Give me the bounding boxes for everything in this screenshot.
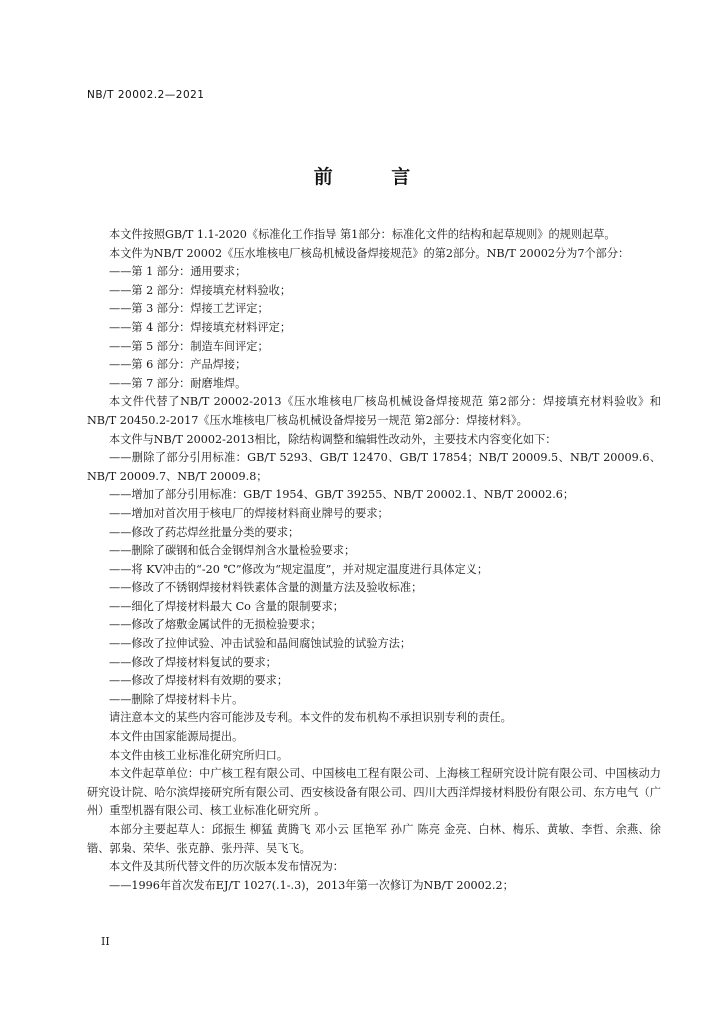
- document-number: NB/T 20002.2—2021: [87, 89, 205, 101]
- paragraph: 本部分主要起草人：邱振生 柳猛 黄腾飞 邓小云 匡艳军 孙广 陈亮 金亮、白林、梅乐、黄敏、李哲、余燕、徐锴、郭枭、荣华、张克静、张丹萍、吴飞飞。: [87, 823, 661, 855]
- paragraph: 本文件由核工业标准化研究所归口。: [109, 748, 289, 762]
- list-item: ——第 6 部分：产品焊接；: [109, 358, 247, 372]
- paragraph: 本文件及其所代替文件的历次版本发布情况为：: [109, 860, 344, 874]
- list-item: ——1996年首次发布EJ/T 1027(.1-.3)，2013年第一次修订为NB/T 20002.2；: [109, 878, 514, 892]
- list-item: ——细化了焊接材料最大 Co 含量的限制要求；: [109, 599, 344, 613]
- list-item: ——修改了拉伸试验、冲击试验和晶间腐蚀试验的试验方法；: [109, 637, 412, 651]
- list-item: ——修改了不锈钢焊接材料铁素体含量的测量方法及验收标准；: [109, 581, 423, 595]
- list-item: ——第 3 部分：焊接工艺评定；: [109, 302, 269, 316]
- paragraph: 本文件起草单位：中广核工程有限公司、中国核电工程有限公司、上海核工程研究设计院有限公司、中国核动力研究设计院、哈尔滨焊接研究所有限公司、西安核设备有限公司、四川大西洋焊接材料股份有限公司、东方电气（广州）重型机器有限公司、核工业标准化研究所 。: [87, 767, 661, 818]
- list-item: ——第 4 部分：焊接填充材料评定；: [109, 320, 292, 334]
- paragraph: 本文件与NB/T 20002-2013相比，除结构调整和编辑性改动外，主要技术内容变化如下：: [109, 432, 557, 446]
- list-item: ——删除了碳钢和低合金钢焊剂含水量检验要求；: [109, 544, 356, 558]
- paragraph: 本文件代替了NB/T 20002-2013《压水堆核电厂核岛机械设备焊接规范 第2部分：焊接填充材料验收》和NB/T 20450.2-2017《压水堆核电厂核岛机械设备焊接另一规范 第2部分：焊接材料》。: [87, 395, 661, 427]
- paragraph: 请注意本文的某些内容可能涉及专利。本文件的发布机构不承担识别专利的责任。: [109, 711, 512, 725]
- paragraph: 本文件为NB/T 20002《压水堆核电厂核岛机械设备焊接规范》的第2部分。NB/T 20002分为7个部分：: [109, 246, 630, 260]
- paragraph: 本文件按照GB/T 1.1-2020《标准化工作指导 第1部分：标准化文件的结构和起草规则》的规则起草。: [109, 228, 616, 241]
- list-item: ——删除了部分引用标准：GB/T 5293、GB/T 12470、GB/T 17854；NB/T 20009.5、NB/T 20009.6、NB/T 20009.7、NB/T 20009.8；: [87, 451, 661, 483]
- page-number: II: [101, 935, 110, 948]
- list-item: ——删除了焊接材料卡片。: [109, 692, 244, 706]
- page-title: 前 言: [313, 166, 437, 188]
- list-item: ——第 2 部分：焊接填充材料验收；: [109, 283, 292, 297]
- list-item: ——增加了部分引用标准：GB/T 1954、GB/T 39255、NB/T 20002.1、NB/T 20002.6；: [109, 488, 575, 502]
- list-item: ——修改了焊接材料有效期的要求；: [109, 674, 289, 688]
- list-item: ——增加对首次用于核电厂的焊接材料商业牌号的要求；: [109, 506, 389, 520]
- list-item: ——第 1 部分：通用要求；: [109, 265, 247, 279]
- list-item: ——第 7 部分：耐磨堆焊。: [109, 376, 247, 390]
- document-body: [87, 226, 661, 895]
- list-item: ——修改了药芯焊丝批量分类的要求；: [109, 525, 300, 539]
- list-item: ——修改了焊接材料复试的要求；: [109, 655, 277, 669]
- list-item: ——第 5 部分：制造车间评定；: [109, 339, 269, 353]
- paragraph: 本文件由国家能源局提出。: [109, 730, 244, 744]
- list-item: ——将 KV冲击的“-20 ℃”修改为“规定温度”，并对规定温度进行具体定义；: [109, 562, 489, 576]
- list-item: ——修改了熔敷金属试件的无损检验要求；: [109, 618, 322, 632]
